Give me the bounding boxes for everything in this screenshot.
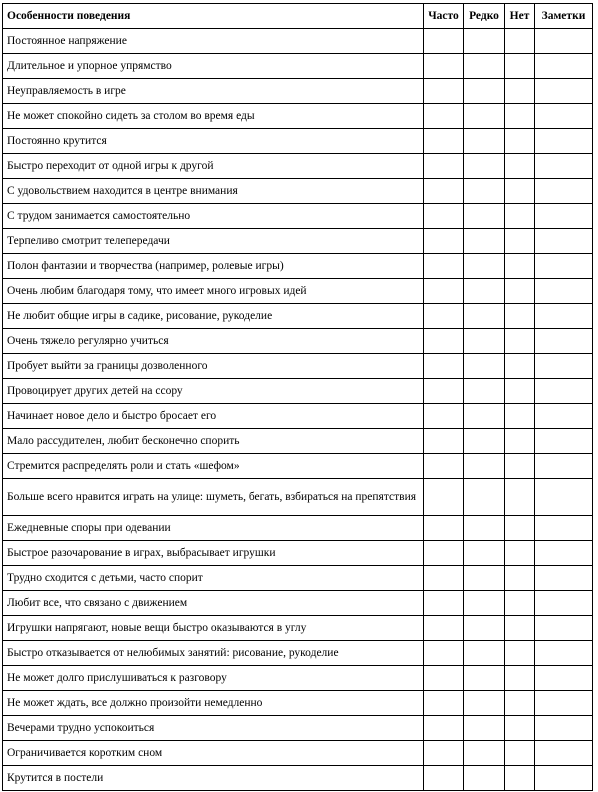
- table-row: [3, 29, 593, 54]
- no-cell[interactable]: [505, 404, 535, 429]
- rarely-cell[interactable]: [464, 454, 505, 479]
- table-row: [3, 354, 593, 379]
- notes-cell[interactable]: [535, 666, 593, 691]
- header-rarely: Редко: [464, 4, 505, 29]
- table-row: [3, 304, 593, 329]
- table-row: [3, 591, 593, 616]
- table-row: [3, 566, 593, 591]
- no-cell[interactable]: [505, 229, 535, 254]
- no-cell[interactable]: [505, 304, 535, 329]
- notes-cell[interactable]: [535, 154, 593, 179]
- notes-cell[interactable]: [535, 616, 593, 641]
- notes-cell[interactable]: [535, 741, 593, 766]
- behavior-label: Ограничивается коротким сном: [3, 741, 424, 766]
- behavior-label: Не может ждать, все должно произойти немедленно: [3, 691, 424, 716]
- table-row: [3, 766, 593, 791]
- behavior-label: Стремится распределять роли и стать «шефом»: [3, 454, 424, 479]
- notes-cell[interactable]: [535, 566, 593, 591]
- table-row: [3, 616, 593, 641]
- rarely-cell[interactable]: [464, 379, 505, 404]
- no-cell[interactable]: [505, 204, 535, 229]
- no-cell[interactable]: [505, 29, 535, 54]
- often-cell[interactable]: [424, 666, 464, 691]
- behavior-label: Неуправляемость в игре: [3, 79, 424, 104]
- rarely-cell[interactable]: [464, 354, 505, 379]
- behavior-label: Любит все, что связано с движением: [3, 591, 424, 616]
- notes-cell[interactable]: [535, 279, 593, 304]
- table-row: [3, 329, 593, 354]
- rarely-cell[interactable]: [464, 766, 505, 791]
- no-cell[interactable]: [505, 279, 535, 304]
- table-row: [3, 541, 593, 566]
- no-cell[interactable]: [505, 741, 535, 766]
- no-cell[interactable]: [505, 566, 535, 591]
- behavior-label: Очень любим благодаря тому, что имеет много игровых идей: [3, 279, 424, 304]
- header-notes: Заметки: [535, 4, 593, 29]
- table-row: [3, 104, 593, 129]
- behavior-label: Крутится в постели: [3, 766, 424, 791]
- rarely-cell[interactable]: [464, 329, 505, 354]
- table-row: [3, 204, 593, 229]
- notes-cell[interactable]: [535, 329, 593, 354]
- often-cell[interactable]: [424, 354, 464, 379]
- notes-cell[interactable]: [535, 641, 593, 666]
- rarely-cell[interactable]: [464, 741, 505, 766]
- often-cell[interactable]: [424, 404, 464, 429]
- notes-cell[interactable]: [535, 454, 593, 479]
- behavior-label: С трудом занимается самостоятельно: [3, 204, 424, 229]
- no-cell[interactable]: [505, 429, 535, 454]
- no-cell[interactable]: [505, 716, 535, 741]
- often-cell[interactable]: [424, 154, 464, 179]
- often-cell[interactable]: [424, 716, 464, 741]
- rarely-cell[interactable]: [464, 541, 505, 566]
- rarely-cell[interactable]: [464, 129, 505, 154]
- often-cell[interactable]: [424, 254, 464, 279]
- behavior-label: Трудно сходится с детьми, часто спорит: [3, 566, 424, 591]
- behavior-label: Длительное и упорное упрямство: [3, 54, 424, 79]
- no-cell[interactable]: [505, 766, 535, 791]
- notes-cell[interactable]: [535, 379, 593, 404]
- often-cell[interactable]: [424, 429, 464, 454]
- table-row: [3, 279, 593, 304]
- notes-cell[interactable]: [535, 104, 593, 129]
- notes-cell[interactable]: [535, 129, 593, 154]
- often-cell[interactable]: [424, 304, 464, 329]
- table-row: [3, 741, 593, 766]
- notes-cell[interactable]: [535, 29, 593, 54]
- rarely-cell[interactable]: [464, 29, 505, 54]
- behavior-checklist-table: [2, 3, 593, 791]
- notes-cell[interactable]: [535, 516, 593, 541]
- rarely-cell[interactable]: [464, 154, 505, 179]
- notes-cell[interactable]: [535, 541, 593, 566]
- often-cell[interactable]: [424, 641, 464, 666]
- rarely-cell[interactable]: [464, 641, 505, 666]
- rarely-cell[interactable]: [464, 229, 505, 254]
- rarely-cell[interactable]: [464, 79, 505, 104]
- often-cell[interactable]: [424, 29, 464, 54]
- behavior-label: Ежедневные споры при одевании: [3, 516, 424, 541]
- often-cell[interactable]: [424, 516, 464, 541]
- behavior-label: Быстро переходит от одной игры к другой: [3, 154, 424, 179]
- table-row: [3, 641, 593, 666]
- notes-cell[interactable]: [535, 204, 593, 229]
- table-row: [3, 666, 593, 691]
- rarely-cell[interactable]: [464, 254, 505, 279]
- rarely-cell[interactable]: [464, 404, 505, 429]
- notes-cell[interactable]: [535, 354, 593, 379]
- header-often: Часто: [424, 4, 464, 29]
- no-cell[interactable]: [505, 691, 535, 716]
- table-row: [3, 129, 593, 154]
- behavior-label: Игрушки напрягают, новые вещи быстро оказываются в углу: [3, 616, 424, 641]
- rarely-cell[interactable]: [464, 54, 505, 79]
- rarely-cell[interactable]: [464, 666, 505, 691]
- often-cell[interactable]: [424, 104, 464, 129]
- behavior-label: Не любит общие игры в садике, рисование, рукоделие: [3, 304, 424, 329]
- rarely-cell[interactable]: [464, 616, 505, 641]
- no-cell[interactable]: [505, 616, 535, 641]
- behavior-label: Больше всего нравится играть на улице: шуметь, бегать, взбираться на препятствия: [3, 479, 424, 516]
- no-cell[interactable]: [505, 254, 535, 279]
- notes-cell[interactable]: [535, 179, 593, 204]
- table-row: [3, 79, 593, 104]
- no-cell[interactable]: [505, 541, 535, 566]
- rarely-cell[interactable]: [464, 204, 505, 229]
- often-cell[interactable]: [424, 204, 464, 229]
- often-cell[interactable]: [424, 566, 464, 591]
- table-row: [3, 54, 593, 79]
- header-no: Нет: [505, 4, 535, 29]
- rarely-cell[interactable]: [464, 279, 505, 304]
- often-cell[interactable]: [424, 479, 464, 516]
- no-cell[interactable]: [505, 379, 535, 404]
- no-cell[interactable]: [505, 591, 535, 616]
- notes-cell[interactable]: [535, 716, 593, 741]
- table-row: [3, 179, 593, 204]
- table-row: [3, 479, 593, 516]
- often-cell[interactable]: [424, 766, 464, 791]
- behavior-label: Постоянно крутится: [3, 129, 424, 154]
- no-cell[interactable]: [505, 641, 535, 666]
- notes-cell[interactable]: [535, 591, 593, 616]
- behavior-label: Вечерами трудно успокоиться: [3, 716, 424, 741]
- no-cell[interactable]: [505, 104, 535, 129]
- rarely-cell[interactable]: [464, 591, 505, 616]
- behavior-label: Провоцирует других детей на ссору: [3, 379, 424, 404]
- behavior-label: Терпеливо смотрит телепередачи: [3, 229, 424, 254]
- no-cell[interactable]: [505, 154, 535, 179]
- rarely-cell[interactable]: [464, 516, 505, 541]
- table-row: [3, 379, 593, 404]
- no-cell[interactable]: [505, 479, 535, 516]
- no-cell[interactable]: [505, 179, 535, 204]
- behavior-label: Пробует выйти за границы дозволенного: [3, 354, 424, 379]
- notes-cell[interactable]: [535, 479, 593, 516]
- no-cell[interactable]: [505, 54, 535, 79]
- behavior-label: Быстро отказывается от нелюбимых занятий: рисование, рукоделие: [3, 641, 424, 666]
- behavior-label: Очень тяжело регулярно учиться: [3, 329, 424, 354]
- notes-cell[interactable]: [535, 766, 593, 791]
- notes-cell[interactable]: [535, 54, 593, 79]
- often-cell[interactable]: [424, 79, 464, 104]
- behavior-label: Начинает новое дело и быстро бросает его: [3, 404, 424, 429]
- table-row: [3, 691, 593, 716]
- rarely-cell[interactable]: [464, 429, 505, 454]
- behavior-label: Быстрое разочарование в играх, выбрасывает игрушки: [3, 541, 424, 566]
- no-cell[interactable]: [505, 129, 535, 154]
- table-row: [3, 716, 593, 741]
- table-row: [3, 254, 593, 279]
- no-cell[interactable]: [505, 454, 535, 479]
- behavior-label: Полон фантазии и творчества (например, ролевые игры): [3, 254, 424, 279]
- often-cell[interactable]: [424, 616, 464, 641]
- often-cell[interactable]: [424, 329, 464, 354]
- table-row: [3, 229, 593, 254]
- often-cell[interactable]: [424, 691, 464, 716]
- often-cell[interactable]: [424, 541, 464, 566]
- table-row: [3, 154, 593, 179]
- notes-cell[interactable]: [535, 429, 593, 454]
- header-behavior: Особенности поведения: [3, 4, 424, 29]
- often-cell[interactable]: [424, 179, 464, 204]
- often-cell[interactable]: [424, 591, 464, 616]
- header-row: [3, 4, 593, 29]
- rarely-cell[interactable]: [464, 179, 505, 204]
- notes-cell[interactable]: [535, 691, 593, 716]
- no-cell[interactable]: [505, 516, 535, 541]
- rarely-cell[interactable]: [464, 304, 505, 329]
- often-cell[interactable]: [424, 129, 464, 154]
- often-cell[interactable]: [424, 379, 464, 404]
- table-row: [3, 429, 593, 454]
- notes-cell[interactable]: [535, 304, 593, 329]
- often-cell[interactable]: [424, 54, 464, 79]
- rarely-cell[interactable]: [464, 691, 505, 716]
- often-cell[interactable]: [424, 741, 464, 766]
- rarely-cell[interactable]: [464, 716, 505, 741]
- notes-cell[interactable]: [535, 404, 593, 429]
- notes-cell[interactable]: [535, 79, 593, 104]
- rarely-cell[interactable]: [464, 566, 505, 591]
- no-cell[interactable]: [505, 354, 535, 379]
- table-row: [3, 404, 593, 429]
- table-row: [3, 454, 593, 479]
- behavior-label: Не может спокойно сидеть за столом во время еды: [3, 104, 424, 129]
- notes-cell[interactable]: [535, 254, 593, 279]
- notes-cell[interactable]: [535, 229, 593, 254]
- often-cell[interactable]: [424, 454, 464, 479]
- behavior-label: Мало рассудителен, любит бесконечно спорить: [3, 429, 424, 454]
- no-cell[interactable]: [505, 79, 535, 104]
- behavior-label: Постоянное напряжение: [3, 29, 424, 54]
- often-cell[interactable]: [424, 229, 464, 254]
- behavior-label: С удовольствием находится в центре внимания: [3, 179, 424, 204]
- rarely-cell[interactable]: [464, 479, 505, 516]
- behavior-label: Не может долго прислушиваться к разговору: [3, 666, 424, 691]
- rarely-cell[interactable]: [464, 104, 505, 129]
- no-cell[interactable]: [505, 666, 535, 691]
- often-cell[interactable]: [424, 279, 464, 304]
- no-cell[interactable]: [505, 329, 535, 354]
- table-row: [3, 516, 593, 541]
